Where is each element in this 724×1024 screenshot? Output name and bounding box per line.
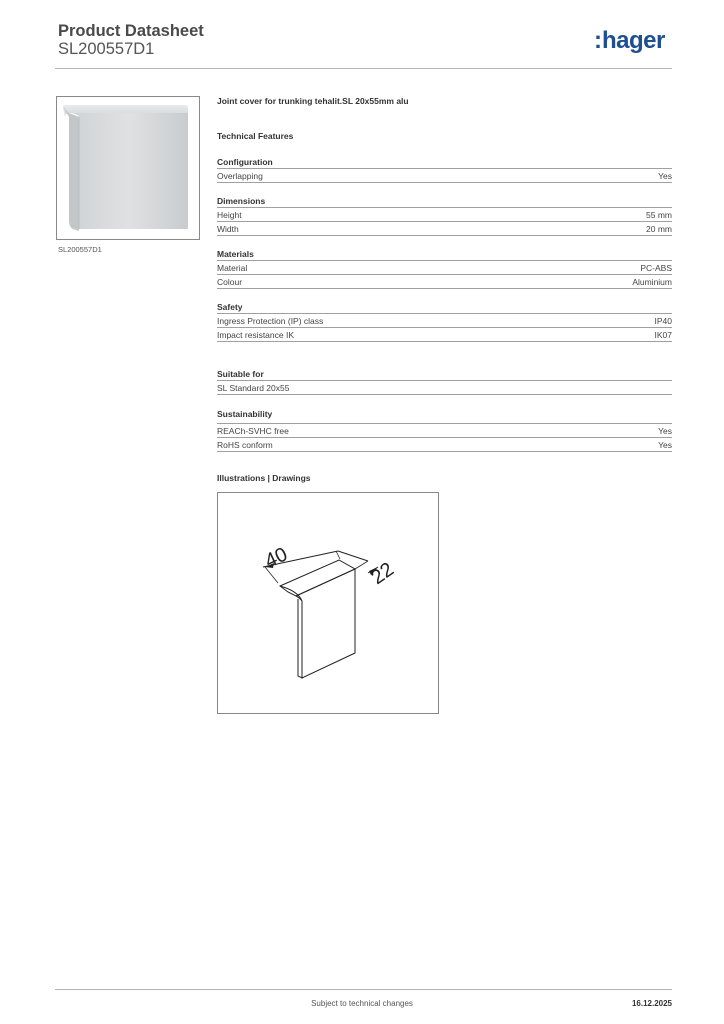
spec-value: Yes	[658, 426, 672, 436]
spec-label: Material	[217, 263, 248, 273]
spec-row-height	[217, 207, 672, 221]
suitable-for-heading: Suitable for	[217, 369, 264, 379]
spec-label: Width	[217, 224, 239, 234]
footer-note: Subject to technical changes	[311, 999, 413, 1008]
sustainability-heading: Sustainability	[217, 409, 273, 419]
technical-drawing	[217, 492, 439, 714]
spec-value: IK07	[654, 330, 672, 340]
product-code: SL200557D1	[58, 40, 155, 58]
header-divider	[55, 68, 672, 69]
configuration-heading: Configuration	[217, 157, 273, 167]
technical-drawing-graphic	[218, 493, 438, 713]
logo-dots: :	[594, 27, 602, 54]
product-image-graphic	[57, 97, 199, 239]
spec-value: PC-ABS	[640, 263, 672, 273]
dimensions-heading: Dimensions	[217, 196, 266, 206]
footer-date: 16.12.2025	[631, 999, 672, 1008]
spec-row-ip-class	[217, 313, 672, 327]
spec-row-material	[217, 260, 672, 274]
spec-row-ik	[217, 327, 672, 342]
dimension-label-40: 40	[261, 543, 291, 573]
illustrations-heading: Illustrations | Drawings	[217, 473, 311, 483]
spec-row-colour	[217, 274, 672, 289]
spec-label: Overlapping	[217, 171, 263, 181]
spec-value: 20 mm	[646, 224, 672, 234]
spec-value: Yes	[658, 171, 672, 181]
product-image	[56, 96, 200, 240]
spec-label: RoHS conform	[217, 440, 273, 450]
logo-text: hager	[602, 27, 665, 54]
spec-label: SL Standard 20x55	[217, 383, 290, 393]
spec-value: Yes	[658, 440, 672, 450]
spec-label: Ingress Protection (IP) class	[217, 316, 324, 326]
technical-features-heading: Technical Features	[217, 131, 294, 141]
spec-value: 55 mm	[646, 210, 672, 220]
spec-label: Colour	[217, 277, 243, 287]
spec-row-suitable	[217, 380, 672, 395]
spec-label: REACh-SVHC free	[217, 426, 289, 436]
product-description: Joint cover for trunking tehalit.SL 20x55mm alu	[217, 96, 409, 106]
hager-logo	[594, 27, 665, 55]
spec-row-rohs	[217, 437, 672, 452]
safety-heading: Safety	[217, 302, 243, 312]
spec-row-overlapping	[217, 168, 672, 183]
spec-row-reach	[217, 423, 672, 437]
spec-value: IP40	[654, 316, 672, 326]
footer-divider	[55, 989, 672, 990]
dimension-label-22: 22	[367, 558, 399, 590]
spec-label: Impact resistance IK	[217, 330, 295, 340]
materials-heading: Materials	[217, 249, 254, 259]
spec-label: Height	[217, 210, 242, 220]
spec-value: Aluminium	[632, 277, 672, 287]
product-image-caption: SL200557D1	[58, 245, 102, 254]
page-title: Product Datasheet	[58, 22, 204, 40]
spec-row-width	[217, 221, 672, 236]
